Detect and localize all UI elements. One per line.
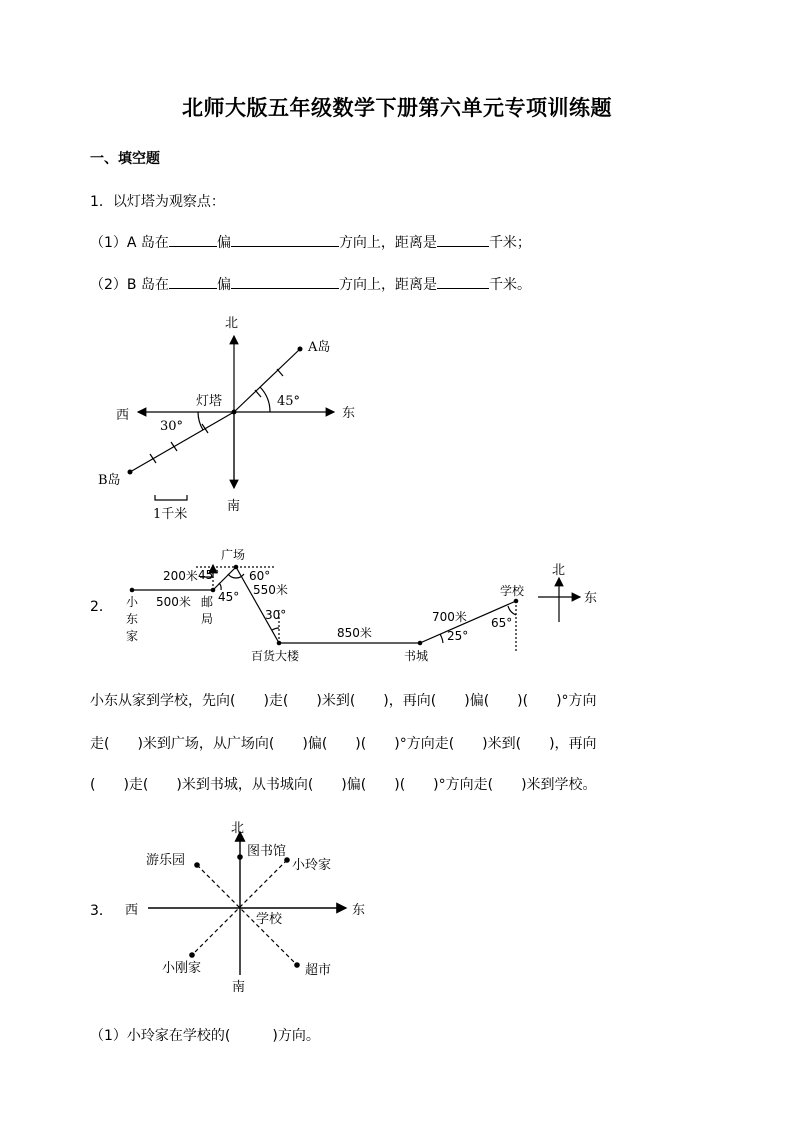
q2-label-north: 北 bbox=[552, 563, 566, 578]
label-bookstore: 书城 bbox=[404, 649, 429, 663]
label-angle-45-a: 45° bbox=[198, 568, 220, 582]
label-b-island: B岛 bbox=[98, 473, 121, 488]
q3-label-south: 南 bbox=[232, 980, 246, 995]
label-lighthouse: 灯塔 bbox=[196, 394, 223, 409]
q3-label-north: 北 bbox=[231, 821, 245, 836]
label-dist-850: 850米 bbox=[337, 626, 372, 640]
label-post-2: 局 bbox=[201, 612, 214, 626]
label-ling-home: 小玲家 bbox=[292, 858, 332, 873]
label-north: 北 bbox=[225, 316, 239, 331]
gang-home-point bbox=[189, 952, 195, 958]
q1-l2-text-b: 偏 bbox=[216, 277, 231, 293]
label-square: 广场 bbox=[221, 548, 246, 562]
label-home-2: 东 bbox=[126, 612, 139, 626]
label-angle-65: 65° bbox=[491, 616, 513, 630]
q1-l2-text-d: 千米。 bbox=[488, 277, 531, 293]
label-dist-700: 700米 bbox=[432, 610, 467, 624]
q1-l1-text-d: 千米； bbox=[488, 235, 531, 251]
label-home-1: 小 bbox=[126, 595, 139, 609]
q3-number: 3． bbox=[90, 903, 113, 919]
q2-number: 2． bbox=[90, 599, 113, 615]
label-school: 学校 bbox=[500, 584, 525, 598]
label-park: 游乐园 bbox=[146, 853, 186, 868]
label-angle-60: 60° bbox=[249, 569, 271, 583]
label-a-island: A岛 bbox=[308, 340, 331, 355]
label-home-3: 家 bbox=[126, 629, 139, 643]
q2-text-line-2: 走( )米到广场，从广场向( )偏( )( )°方向走( )米到( )，再向 bbox=[90, 736, 597, 752]
label-angle-45-b: 45° bbox=[218, 590, 240, 604]
library-point bbox=[237, 854, 243, 860]
label-dist-500: 500米 bbox=[156, 595, 191, 609]
q3-sub-1: （1）小玲家在学校的( )方向。 bbox=[90, 1028, 320, 1044]
q3-label-west: 西 bbox=[125, 903, 139, 918]
q1-intro: 1．以灯塔为观察点： bbox=[90, 194, 225, 210]
label-q3-school: 学校 bbox=[256, 912, 283, 927]
label-east: 东 bbox=[342, 406, 356, 421]
section-heading: 一、填空题 bbox=[90, 151, 160, 167]
q1-l1-text-c: 方向上，距离是 bbox=[338, 235, 437, 251]
label-angle-b: 30° bbox=[160, 419, 184, 434]
label-angle-25: 25° bbox=[447, 629, 469, 643]
q1-l2-text-c: 方向上，距离是 bbox=[338, 277, 437, 293]
label-market: 超市 bbox=[305, 963, 332, 978]
label-post-1: 邮 bbox=[201, 595, 214, 609]
label-angle-a: 45° bbox=[277, 394, 301, 409]
label-library: 图书馆 bbox=[247, 844, 287, 859]
label-angle-30: 30° bbox=[265, 608, 287, 622]
label-dist-550: 550米 bbox=[253, 583, 288, 597]
q2-text-line-1: 小东从家到学校，先向( )走( )米到( )，再向( )偏( )( )°方向 bbox=[90, 693, 597, 709]
q3-label-east: 东 bbox=[352, 903, 366, 918]
q1-l1-text-a: （1）A 岛在 bbox=[90, 235, 169, 251]
q2-text-line-3: ( )走( )米到书城，从书城向( )偏( )( )°方向走( )米到学校。 bbox=[90, 777, 597, 793]
label-gang-home: 小刚家 bbox=[162, 961, 202, 976]
label-south: 南 bbox=[227, 499, 241, 514]
label-west: 西 bbox=[116, 408, 130, 423]
label-dist-200: 200米 bbox=[163, 569, 198, 583]
q2-label-east: 东 bbox=[584, 591, 598, 606]
q1-l1-text-b: 偏 bbox=[216, 235, 231, 251]
label-scale: 1千米 bbox=[153, 507, 188, 522]
market-point bbox=[294, 962, 300, 968]
page-title: 北师大版五年级数学下册第六单元专项训练题 bbox=[182, 96, 612, 120]
q1-l2-text-a: （2）B 岛在 bbox=[90, 277, 169, 293]
label-dept-store: 百货大楼 bbox=[251, 649, 300, 663]
park-point bbox=[194, 862, 200, 868]
